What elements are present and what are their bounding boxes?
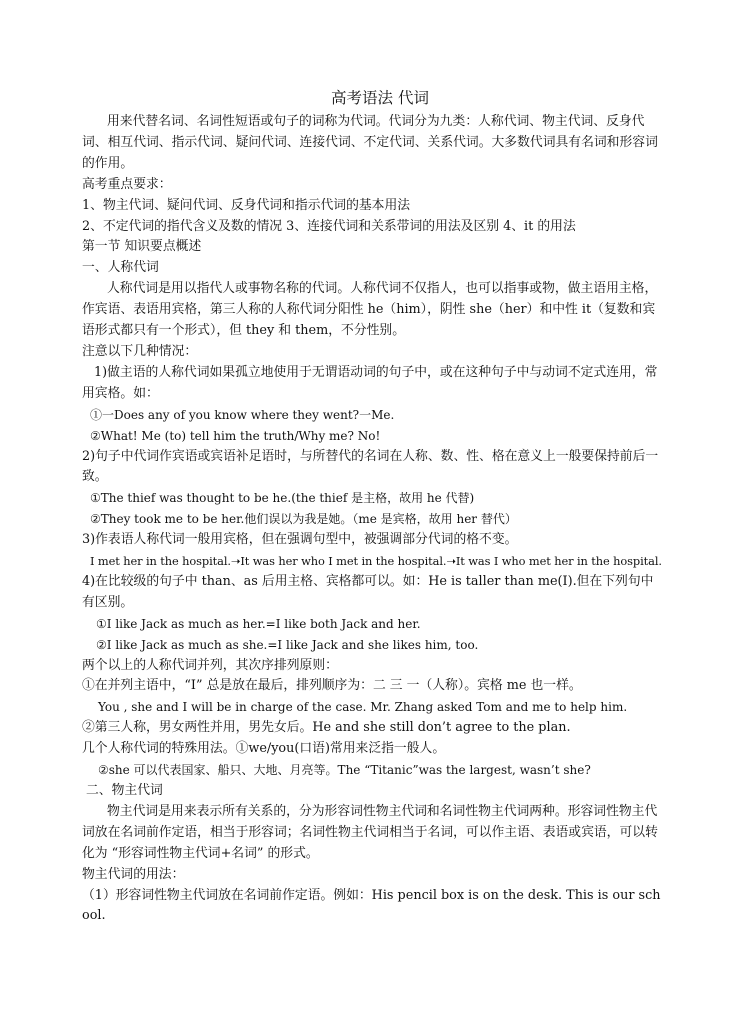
page-title: 高考语法 代词 xyxy=(331,89,429,107)
usage-1: （1）形容词性物主代词放在名词前作定语。例如：His pencil box is on the desk. This is our school. xyxy=(82,887,661,924)
intro-paragraph: 用来代替名词、名词性短语或句子的词称为代词。代词分为九类：人称代词、物主代词、反身代词、相互代词、指示代词、疑问代词、连接代词、不定代词、关系代词。大多数代词具有名词和形容词的作用。 xyxy=(82,114,658,171)
note-1-example-2: ②What! Me (to) tell him the truth/Why me? No! xyxy=(90,428,381,443)
key-point-1: 1、物主代词、疑问代词、反身代词和指示代词的基本用法 xyxy=(82,197,411,213)
part-2-heading: 二、物主代词 xyxy=(86,783,163,798)
key-point-2: 2、不定代词的指代含义及数的情况 3、连接代词和关系带词的用法及区别 4、it 的用法 xyxy=(82,218,576,234)
note-4-example-1: ①I like Jack as much as her.=I like both Jack and her. xyxy=(96,616,421,631)
order-rule-1-example: You , she and I will be in charge of the case. Mr. Zhang asked Tom and me to help him. xyxy=(98,700,628,715)
special-usage-example: ②she 可以代表国家、船只、大地、月亮等。The “Titanic”was the largest, wasn’t she? xyxy=(98,763,591,778)
possessive-pronoun-paragraph: 物主代词是用来表示所有关系的，分为形容词性物主代词和名词性物主代词两种。形容词性物主代词放在名词前作定语，相当于形容词；名词性物主代词相当于名词，可以作主语、表语或宾语，可以转化为 “形容词性物主代词+名词” 的形式。 xyxy=(82,803,658,861)
part-1-heading: 一、人称代词 xyxy=(82,260,159,276)
order-rule-2: ②第三人称，男女两性并用，男先女后。He and she still don’t agree to the plan. xyxy=(82,720,571,736)
note-2: 2)句子中代词作宾语或宾语补足语时，与所替代的名词在人称、数、性、格在意义上一般要保持前后一致。 xyxy=(82,448,659,485)
usage-heading: 物主代词的用法： xyxy=(82,866,185,882)
order-heading: 两个以上的人称代词并列，其次序排列原则： xyxy=(82,657,338,673)
key-heading: 高考重点要求： xyxy=(82,176,172,192)
note-3-example: I met her in the hospital.➝It was her who I met in the hospital.➝It was I who met her in the hospital. xyxy=(90,554,662,569)
personal-pronoun-paragraph: 人称代词是用以指代人或事物名称的代词。人称代词不仅指人，也可以指事或物，做主语用主格，作宾语、表语用宾格，第三人称的人称代词分阳性 he（him），阴性 she（her）和中性 it（复数和宾语形式都只有一个形式），但 they 和 them，不分性别。 xyxy=(82,281,658,339)
note-2-example-2: ②They took me to be her.他们误以为我是她。（me 是宾格，故用 her 替代） xyxy=(90,512,517,527)
order-rule-1: ①在并列主语中，“I” 总是放在最后，排列顺序为：二 三 一（人称）。宾格 me 也一样。 xyxy=(82,678,582,694)
note-1-example-1: ①一Does any of you know where they went?一Me. xyxy=(90,407,395,422)
note-4: 4)在比较级的句子中 than、as 后用主格、宾格都可以。如：He is taller than me(I).但在下列句中有区别。 xyxy=(82,573,654,610)
special-usage: 几个人称代词的特殊用法。①we/you(口语)常用来泛指一般人。 xyxy=(82,741,446,757)
note-1: 1)做主语的人称代词如果孤立地使用于无谓语动词的句子中，或在这种句子中与动词不定式连用，常用宾格。如： xyxy=(82,364,658,401)
document-page xyxy=(82,86,664,927)
note-2-example-1: ①The thief was thought to be he.(the thief 是主格，故用 he 代替) xyxy=(90,491,475,506)
note-4-example-2: ②I like Jack as much as she.=I like Jack and she likes him, too. xyxy=(96,637,479,652)
note-heading: 注意以下几种情况： xyxy=(82,343,198,359)
note-3: 3)作表语人称代词一般用宾格，但在强调句型中，被强调部分代词的格不变。 xyxy=(82,532,518,548)
section-heading: 第一节 知识要点概述 xyxy=(82,239,202,255)
